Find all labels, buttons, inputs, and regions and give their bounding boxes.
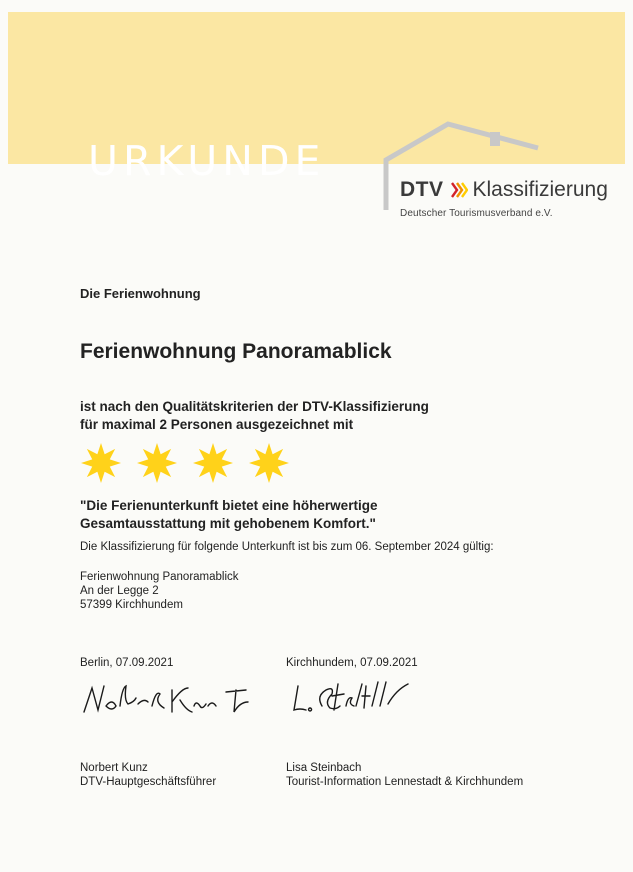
validity-text: Die Klassifizierung für folgende Unterkunft ist bis zum 06. September 2024 gültig:: [80, 541, 494, 553]
criteria-text: [80, 398, 429, 434]
star-icon: [248, 442, 290, 484]
signer-1-name: Norbert Kunz: [80, 762, 148, 774]
star-icon: [80, 442, 122, 484]
criteria-line-2: für maximal 2 Personen ausgezeichnet mit: [80, 417, 354, 432]
logo-name: Klassifizierung: [472, 178, 608, 201]
dtv-logo: [400, 177, 620, 219]
address-name: Ferienwohnung Panoramablick: [80, 571, 239, 583]
signature-2-image: [288, 676, 418, 720]
address-city: 57399 Kirchhundem: [80, 599, 183, 611]
signer-1-place-date-text: Berlin, 07.09.2021: [80, 657, 174, 669]
star-icon: [192, 442, 234, 484]
signer-2-role: Tourist-Information Lennestadt & Kirchhundem: [286, 776, 524, 788]
logo-organization: Deutscher Tourismusverband e.V.: [400, 208, 553, 219]
logo-brand: DTV: [400, 178, 444, 201]
subject-type: Die Ferienwohnung: [80, 286, 201, 301]
star-icon: [136, 442, 178, 484]
signature-1-image: [80, 676, 260, 720]
address-street: An der Legge 2: [80, 585, 159, 597]
signer-2-name: Lisa Steinbach: [286, 762, 362, 774]
quote-line-1: "Die Ferienunterkunft bietet eine höherwertige: [80, 498, 378, 513]
certificate-title: URKUNDE: [88, 137, 326, 186]
property-address: [80, 570, 239, 612]
signer-1-place-date: [80, 656, 173, 670]
quality-quote: [80, 497, 377, 533]
signer-2-place-date-text: Kirchhundem, 07.09.2021: [286, 657, 418, 669]
star-rating: [80, 442, 290, 484]
chevrons-icon: [450, 181, 468, 199]
signer-1-role: DTV-Hauptgeschäftsführer: [80, 776, 217, 788]
criteria-line-1: ist nach den Qualitätskriterien der DTV-Klassifizierung: [80, 399, 429, 414]
signer-2: [286, 761, 523, 789]
signer-1: [80, 761, 216, 789]
signer-2-place-date: [286, 656, 418, 670]
quote-line-2: Gesamtausstattung mit gehobenem Komfort.": [80, 516, 376, 531]
subject-name: Ferienwohnung Panoramablick: [80, 340, 392, 363]
